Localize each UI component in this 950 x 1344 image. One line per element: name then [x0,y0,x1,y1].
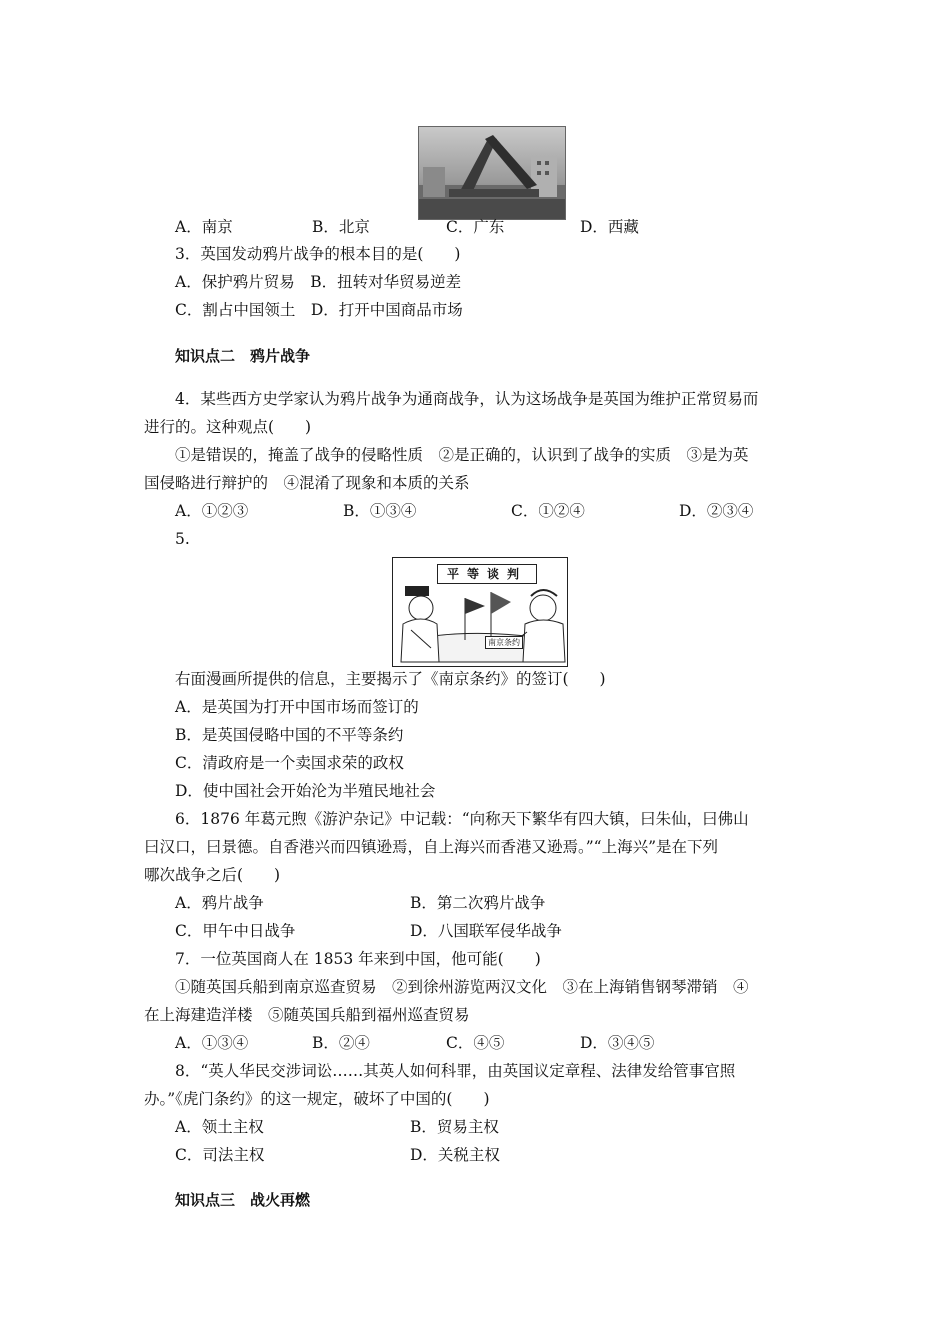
cartoon-image [392,557,568,667]
q3-stem: 3．英国发动鸦片战争的根本目的是( ) [175,245,461,263]
q8-stem-line2: 办。”《虎门条约》的这一规定，破坏了中国的( ) [144,1090,490,1108]
monument-photo [418,126,566,220]
q6-stem-line3: 哪次战争之后( ) [144,866,281,884]
q5-option-b: B．是英国侵略中国的不平等条约 [175,726,404,744]
q2-option-d: D．西藏 [580,218,639,236]
q5-option-c: C．清政府是一个卖国求荣的政权 [175,754,404,772]
q7-items-line1: ①随英国兵船到南京巡查贸易 ②到徐州游览两汉文化 ③在上海销售钢琴滞销 ④ [175,978,749,996]
q3-options-row1: A．保护鸦片贸易 B．扭转对华贸易逆差 [175,273,462,291]
q5-option-d: D．使中国社会开始沦为半殖民地社会 [175,782,436,800]
cartoon-banner: 平等谈判 [437,564,537,584]
q4-option-a: A．①②③ [175,502,249,520]
q8-option-d: D．关税主权 [410,1146,500,1164]
q7-option-c: C．④⑤ [446,1034,505,1052]
q3-options-row2: C．割占中国领土 D．打开中国商品市场 [175,301,463,319]
q8-option-c: C．司法主权 [175,1146,265,1164]
q4-stem-line2: 进行的。这种观点( ) [144,418,312,436]
q4-items-line1: ①是错误的，掩盖了战争的侵略性质 ②是正确的，认识到了战争的实质 ③是为英 [175,446,749,464]
q6-stem-line1: 6．1876 年葛元煦《游沪杂记》中记载：“向称天下繁华有四大镇，曰朱仙，曰佛山 [175,810,749,828]
q6-option-d: D．八国联军侵华战争 [410,922,562,940]
q6-option-c: C．甲午中日战争 [175,922,296,940]
q4-option-b: B．①③④ [343,502,417,520]
monument-icon [419,127,565,219]
q5-number: 5. [175,530,190,548]
cartoon-document-label: 南京条约 [485,636,523,649]
q4-option-d: D．②③④ [679,502,754,520]
section-heading-3: 知识点三 战火再燃 [175,1191,311,1209]
q5-stem: 右面漫画所提供的信息，主要揭示了《南京条约》的签订( ) [175,670,606,688]
q2-option-b: B．北京 [312,218,370,236]
q7-option-d: D．③④⑤ [580,1034,655,1052]
q8-option-a: A．领土主权 [175,1118,264,1136]
q4-stem-line1: 4．某些西方史学家认为鸦片战争为通商战争，认为这场战争是英国为维护正常贸易而 [175,390,759,408]
q2-option-c: C．广东 [446,218,505,236]
q7-items-line2: 在上海建造洋楼 ⑤随英国兵船到福州巡查贸易 [144,1006,470,1024]
q7-option-b: B．②④ [312,1034,370,1052]
q4-option-c: C．①②④ [511,502,585,520]
q8-stem-line1: 8．“英人华民交涉词讼……其英人如何科罪，由英国议定章程、法律发给管事官照 [175,1062,736,1080]
q7-stem: 7．一位英国商人在 1853 年来到中国，他可能( ) [175,950,541,968]
q8-option-b: B．贸易主权 [410,1118,499,1136]
q6-option-a: A．鸦片战争 [175,894,264,912]
q5-option-a: A．是英国为打开中国市场而签订的 [175,698,419,716]
section-heading-2: 知识点二 鸦片战争 [175,347,311,365]
q7-option-a: A．①③④ [175,1034,249,1052]
q6-option-b: B．第二次鸦片战争 [410,894,546,912]
q2-option-a: A．南京 [175,218,233,236]
q4-items-line2: 国侵略进行辩护的 ④混淆了现象和本质的关系 [144,474,470,492]
q6-stem-line2: 曰汉口，曰景德。自香港兴而四镇逊焉，自上海兴而香港又逊焉。”“上海兴”是在下列 [144,838,719,856]
